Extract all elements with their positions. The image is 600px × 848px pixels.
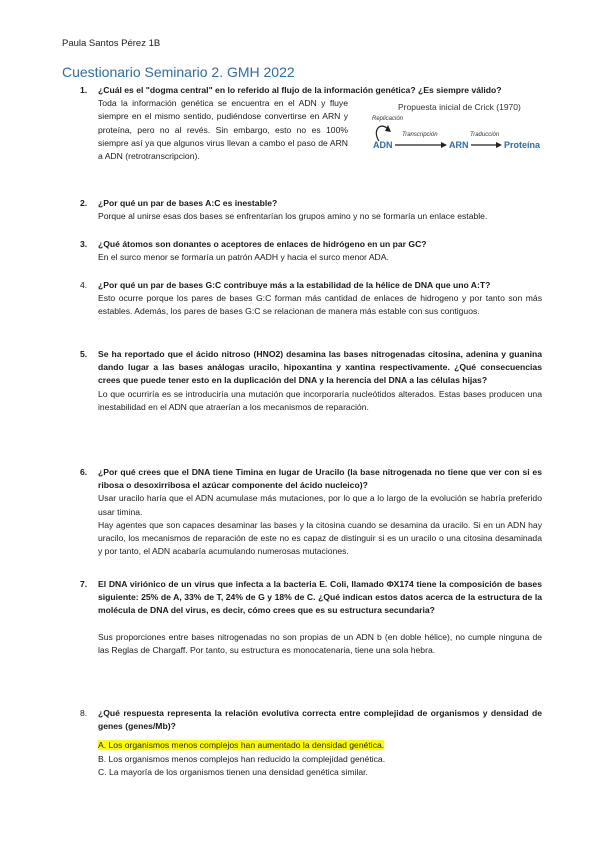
question-text: Se ha reportado que el ácido nitroso (HNO2) desamina las bases nitrogenadas citosina, adenina y guanina dando lugar a las bases análogas uracilo, hipoxantina y xantina respectivamente. ¿Qué consecuencias crees que puede tener esto en la duplicación del DNA y la herencia del DNA a las células hijas? [98,349,542,386]
question-text: ¿Qué respuesta representa la relación evolutiva correcta entre complejidad de organismos y densidad de genes (genes/Mb)? [98,708,542,732]
question-number: 8. [80,708,88,718]
option-b: B. Los organismos menos complejos han reducido la complejidad genética. [98,753,386,764]
question-text: ¿Por qué un par de bases A:C es inestable? [98,198,278,208]
diagram-title: Propuesta inicial de Crick (1970) [398,102,521,112]
answer-text: Sus proporciones entre bases nitrogenadas no son propias de un ADN b (en doble hélice), no cumple ninguna de las Reglas de Chargaff. Por tanto, su estructura es monocatenaria, tiene una sola hebra. [98,631,542,655]
question-2 [62,197,542,223]
answer-text: Toda la información genética se encuentra en el ADN y fluye siempre en el mismo sentido, pudiéndose convertirse en ARN y proteína, pero no al revés. Sin embargo, esto no es 100% siempre así ya que algunos virus llevan a cambo el paso de ARN a ADN (retrotranscripcion). [98,98,348,162]
diagram-adn: ADN [373,140,393,150]
option-a [98,739,542,752]
question-4 [62,279,542,319]
question-number: 2. [80,198,88,208]
answer-text-2: Hay agentes que son capaces desaminar las bases y la citosina cuando se desamina da uracilo. Si en un ADN hay uracilo, los mecanismos de reparación de este no es capaz de distinguir si es un uracilo o una citosina desaminada y por tanto, el ADN acabaría acumulando numerosas mutaciones. [98,519,542,557]
question-number: 7. [80,579,88,589]
diagram-arn: ARN [449,140,469,150]
document-title: Cuestionario Seminario 2. GMH 2022 [62,64,295,80]
answer-text: En el surco menor se formaría un patrón AADH y hacia el surco menor ADA. [98,252,389,263]
translation-arrowhead [496,142,502,148]
question-text: ¿Qué átomos son donantes o aceptores de enlaces de hidrógeno en un par GC? [98,239,427,249]
question-number: 5. [80,349,88,359]
question-number: 4. [80,280,88,290]
option-a-text: A. Los organismos menos complejos han aumentado la densidad genética. [98,740,385,751]
replication-arrowhead [385,125,391,132]
transcription-arrowhead [441,142,447,148]
answer-text: Porque al unirse esas dos bases se enfrentarían los grupos amino y no se formaría un enlace estable. [98,211,488,222]
question-8 [62,707,542,779]
answer-text: Lo que ocurriría es se introduciría una mutación que incorporaría nucleótidos alterados. Estas bases producen una inestabilidad en el ADN que atraerían a los mecanismos de reparación. [98,388,542,412]
question-7 [62,578,542,657]
question-number: 6. [80,467,88,477]
diagram-label-traduccion: Traducción [470,132,500,138]
question-3 [62,238,542,264]
question-number: 3. [80,239,88,249]
central-dogma-diagram [370,101,550,161]
question-text: ¿Por qué un par de bases G:C contribuye más a la estabilidad de la hélice de DNA que uno A:T? [98,280,491,290]
question-text: El DNA viriónico de un virus que infecta a la bacteria E. Coli, llamado ΦX174 tiene la composición de bases siguiente: 25% de A, 33% de T, 24% de G y 18% de C. ¿Qué indican estos datos acerca de la estructura de la molécula de DNA del virus, es decir, cómo crees que es su estructura secundaria? [98,579,542,616]
diagram-label-transcripcion: Transcripción [402,132,438,138]
question-text: ¿Por qué crees que el DNA tiene Timina en lugar de Uracilo (la base nitrogenada no tiene que ver con si es ribosa o desoxirribosa el azúcar componente del ácido nucleico)? [98,467,542,491]
option-c: C. La mayoría de los organismos tienen una densidad genética similar. [98,766,368,777]
question-6 [62,466,542,558]
answer-text: Esto ocurre porque los pares de bases G:C forman más cantidad de enlaces de hidrogeno y por tanto son más estables. Además, los pares de bases G:C se relacionan de manera más estable con sus contiguos. [98,293,542,317]
question-5 [62,348,542,414]
author-name: Paula Santos Pérez 1B [62,38,161,49]
answer-text: Usar uracilo haría que el ADN acumulase más mutaciones, por lo que a lo largo de la evolución se habría preferido usar timina. [98,493,542,517]
diagram-label-replicacion: Replicación [372,116,404,122]
question-number: 1. [80,85,88,95]
diagram-proteina: Proteína [504,140,541,150]
question-text: ¿Cuál es el "dogma central" en lo referido al flujo de la información genética? ¿Es siempre válido? [98,85,502,95]
replication-arrow [376,126,388,141]
